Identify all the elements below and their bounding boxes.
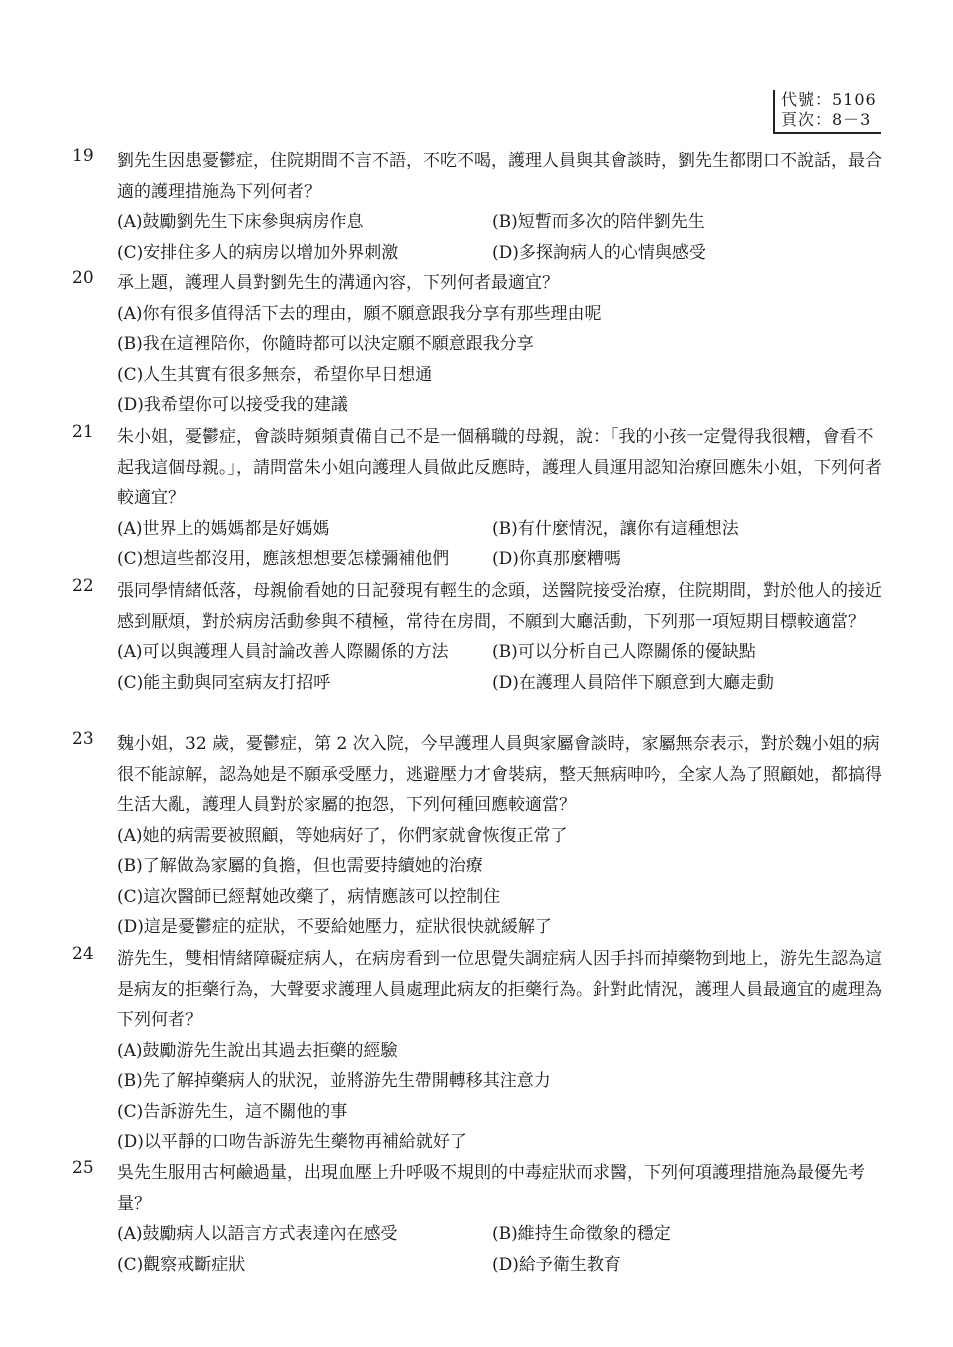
question-stem: 朱小姐，憂鬱症，會談時頻頻責備自己不是一個稱職的母親，說：「我的小孩一定覺得我很糟，會看不起我這個母親。」，請問當朱小姐向護理人員做此反應時，護理人員運用認知治療回應朱小姐，下列何者較適宜？: [117, 427, 882, 508]
page-number: 頁次：8－3: [781, 110, 872, 129]
option-a: (A)她的病需要被照顧，等她病好了，你們家就會恢復正常了: [117, 825, 568, 846]
option-c: (C)告訴游先生，這不關他的事: [117, 1101, 348, 1122]
options: [117, 207, 884, 268]
options: [117, 299, 884, 421]
question-25: [72, 1158, 884, 1280]
question-number: 25: [72, 1158, 94, 1178]
option-c: (C)這次醫師已經幫她改藥了，病情應該可以控制住: [117, 886, 501, 907]
question-24: [72, 944, 884, 1158]
question-19: [72, 146, 884, 268]
option-d: (D)這是憂鬱症的症狀，不要給她壓力，症狀很快就緩解了: [117, 917, 552, 937]
question-stem: 承上題，護理人員對劉先生的溝通內容，下列何者最適宜？: [117, 273, 559, 293]
exam-code: 代號：5106: [781, 90, 877, 109]
question-21: [72, 422, 884, 575]
option-b: (B)維持生命徵象的穩定: [492, 1224, 671, 1244]
options: [117, 1219, 884, 1280]
question-stem: 劉先生因患憂鬱症，住院期間不言不語，不吃不喝，護理人員與其會談時，劉先生都閉口不說話，最合適的護理措施為下列何者？: [117, 151, 882, 202]
option-b: (B)先了解掉藥病人的狀況，並將游先生帶開轉移其注意力: [117, 1071, 551, 1091]
question-stem: 張同學情緒低落，母親偷看她的日記發現有輕生的念頭，送醫院接受治療，住院期間，對於他人的接近感到厭煩，對於病房活動參與不積極，常待在房間，不願到大廳活動，下列那一項短期目標較適當？: [117, 581, 882, 632]
option-b: (B)我在這裡陪你，你隨時都可以決定願不願意跟我分享: [117, 334, 534, 354]
question-stem: 游先生，雙相情緒障礙症病人，在病房看到一位思覺失調症病人因手抖而掉藥物到地上，游先生認為這是病友的拒藥行為，大聲要求護理人員處理此病友的拒藥行為。針對此情況，護理人員最適宜的處理為下列何者？: [117, 949, 882, 1030]
question-number: 24: [72, 944, 94, 964]
question-22: [72, 576, 884, 698]
option-b: (B)了解做為家屬的負擔，但也需要持續她的治療: [117, 856, 483, 876]
option-a: (A)世界上的媽媽都是好媽媽: [117, 518, 330, 539]
question-number: 19: [72, 146, 94, 166]
option-a: (A)你有很多值得活下去的理由，願不願意跟我分享有那些理由呢: [117, 303, 602, 324]
question-number: 23: [72, 729, 94, 749]
question-20: [72, 268, 884, 421]
question-number: 21: [72, 422, 94, 442]
option-c: (C)人生其實有很多無奈，希望你早日想通: [117, 364, 433, 385]
question-23: [72, 729, 884, 943]
question-number: 20: [72, 268, 94, 288]
options: [117, 637, 884, 698]
option-a: (A)鼓勵游先生說出其過去拒藥的經驗: [117, 1040, 398, 1061]
options: [117, 821, 884, 943]
option-a: (A)鼓勵劉先生下床參與病房作息: [117, 212, 364, 232]
exam-code-box: [773, 90, 881, 134]
options: [117, 514, 884, 575]
options: [117, 1036, 884, 1158]
option-c: (C)能主動與同室病友打招呼: [117, 672, 331, 693]
option-a: (A)鼓勵病人以語言方式表達內在感受: [117, 1224, 398, 1244]
option-c: (C)觀察戒斷症狀: [117, 1254, 246, 1275]
question-number: 22: [72, 576, 94, 596]
option-d: (D)你真那麼糟嗎: [492, 549, 621, 569]
option-d: (D)多探詢病人的心情與感受: [492, 242, 706, 263]
option-b: (B)可以分析自己人際關係的優缺點: [492, 642, 756, 662]
option-c: (C)安排住多人的病房以增加外界刺激: [117, 242, 399, 263]
question-stem: 魏小姐，32 歲，憂鬱症，第 2 次入院，今早護理人員與家屬會談時，家屬無奈表示，對於魏小姐的病很不能諒解，認為她是不願承受壓力，逃避壓力才會裝病，整天無病呻吟，全家人為了照顧她，都搞得生活大亂，護理人員對於家屬的抱怨，下列何種回應較適當？: [117, 734, 882, 815]
option-d: (D)以平靜的口吻告訴游先生藥物再補給就好了: [117, 1132, 467, 1152]
option-d: (D)在護理人員陪伴下願意到大廳走動: [492, 672, 774, 693]
question-stem: 吳先生服用古柯鹼過量，出現血壓上升呼吸不規則的中毒症狀而求醫，下列何項護理措施為最優先考量？: [117, 1163, 865, 1214]
option-d: (D)給予衛生教育: [492, 1254, 621, 1275]
option-b: (B)短暫而多次的陪伴劉先生: [492, 212, 705, 232]
option-b: (B)有什麼情況，讓你有這種想法: [492, 518, 739, 539]
option-a: (A)可以與護理人員討論改善人際關係的方法: [117, 642, 449, 662]
option-d: (D)我希望你可以接受我的建議: [117, 395, 348, 415]
option-c: (C)想這些都沒用，應該想想要怎樣彌補他們: [117, 549, 450, 569]
